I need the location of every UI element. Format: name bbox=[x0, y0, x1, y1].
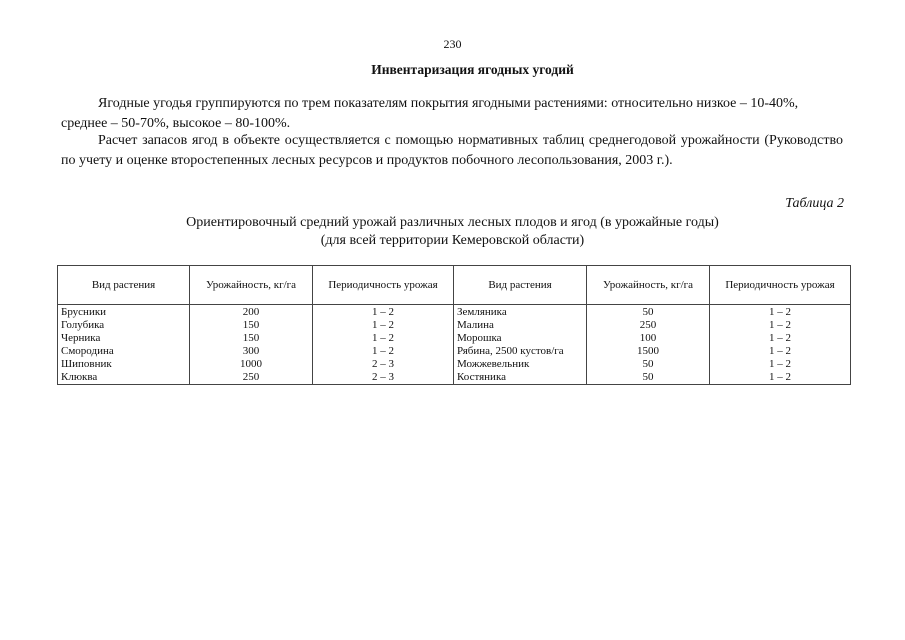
plant-name-cell: Смородина bbox=[58, 345, 190, 358]
header-periodicity-right: Периодичность урожая bbox=[710, 266, 851, 305]
periodicity-cell: 1 – 2 bbox=[710, 358, 851, 371]
table-row bbox=[58, 371, 851, 385]
plant-name-cell: Шиповник bbox=[58, 358, 190, 371]
yield-table bbox=[57, 265, 851, 385]
plant-name-cell: Клюква bbox=[58, 371, 190, 385]
table-label: Таблица 2 bbox=[785, 196, 844, 211]
yield-cell: 1500 bbox=[587, 345, 710, 358]
yield-cell: 200 bbox=[190, 305, 313, 320]
periodicity-cell: 1 – 2 bbox=[313, 305, 454, 320]
yield-cell: 250 bbox=[587, 319, 710, 332]
periodicity-cell: 1 – 2 bbox=[710, 305, 851, 320]
yield-cell: 1000 bbox=[190, 358, 313, 371]
table-row bbox=[58, 319, 851, 332]
yield-cell: 150 bbox=[190, 319, 313, 332]
yield-cell: 50 bbox=[587, 371, 710, 385]
plant-name-cell: Малина bbox=[454, 319, 587, 332]
paragraph-coverage-groups: Ягодные угодья группируются по трем показателям покрытия ягодными растениями: относительно низкое – 10-40%, среднее – 50-70%, высокое – 80-100%. bbox=[61, 96, 799, 131]
header-yield-right: Урожайность, кг/га bbox=[587, 266, 710, 305]
periodicity-cell: 1 – 2 bbox=[313, 345, 454, 358]
plant-name-cell: Можжевельник bbox=[454, 358, 587, 371]
plant-name-cell: Рябина, 2500 кустов/га bbox=[454, 345, 587, 358]
plant-name-cell: Морошка bbox=[454, 332, 587, 345]
yield-cell: 50 bbox=[587, 305, 710, 320]
periodicity-cell: 1 – 2 bbox=[710, 332, 851, 345]
plant-name-cell: Костяника bbox=[454, 371, 587, 385]
table-header-row bbox=[58, 266, 851, 305]
plant-name-cell: Земляника bbox=[454, 305, 587, 320]
table-row bbox=[58, 345, 851, 358]
plant-name-cell: Черника bbox=[58, 332, 190, 345]
plant-name-cell: Голубика bbox=[58, 319, 190, 332]
periodicity-cell: 2 – 3 bbox=[313, 358, 454, 371]
header-plant-right: Вид растения bbox=[454, 266, 587, 305]
table-caption-line-1: Ориентировочный средний урожай различных лесных плодов и ягод (в урожайные годы) bbox=[186, 215, 719, 230]
header-yield-left: Урожайность, кг/га bbox=[190, 266, 313, 305]
periodicity-cell: 1 – 2 bbox=[313, 319, 454, 332]
plant-name-cell: Брусники bbox=[58, 305, 190, 320]
yield-cell: 150 bbox=[190, 332, 313, 345]
header-periodicity-left: Периодичность урожая bbox=[313, 266, 454, 305]
header-plant-left: Вид растения bbox=[58, 266, 190, 305]
table-caption-line-2: (для всей территории Кемеровской области) bbox=[320, 233, 585, 248]
table-row bbox=[58, 358, 851, 371]
yield-cell: 300 bbox=[190, 345, 313, 358]
periodicity-cell: 1 – 2 bbox=[710, 371, 851, 385]
yield-cell: 100 bbox=[587, 332, 710, 345]
yield-cell: 250 bbox=[190, 371, 313, 385]
periodicity-cell: 1 – 2 bbox=[710, 345, 851, 358]
periodicity-cell: 1 – 2 bbox=[313, 332, 454, 345]
page-number: 230 bbox=[443, 37, 462, 51]
yield-cell: 50 bbox=[587, 358, 710, 371]
table-caption bbox=[0, 214, 905, 250]
table-row bbox=[58, 332, 851, 345]
periodicity-cell: 2 – 3 bbox=[313, 371, 454, 385]
table-row bbox=[58, 305, 851, 320]
section-title: Инвентаризация ягодных угодий bbox=[371, 62, 574, 77]
paragraph-stock-calculation: Расчет запасов ягод в объекте осуществляется с помощью нормативных таблиц среднегодовой урожайности (Руководство по учету и оценке второстепенных лесных ресурсов и продуктов побочного лесопользования, 2003 г.). bbox=[61, 133, 843, 168]
periodicity-cell: 1 – 2 bbox=[710, 319, 851, 332]
